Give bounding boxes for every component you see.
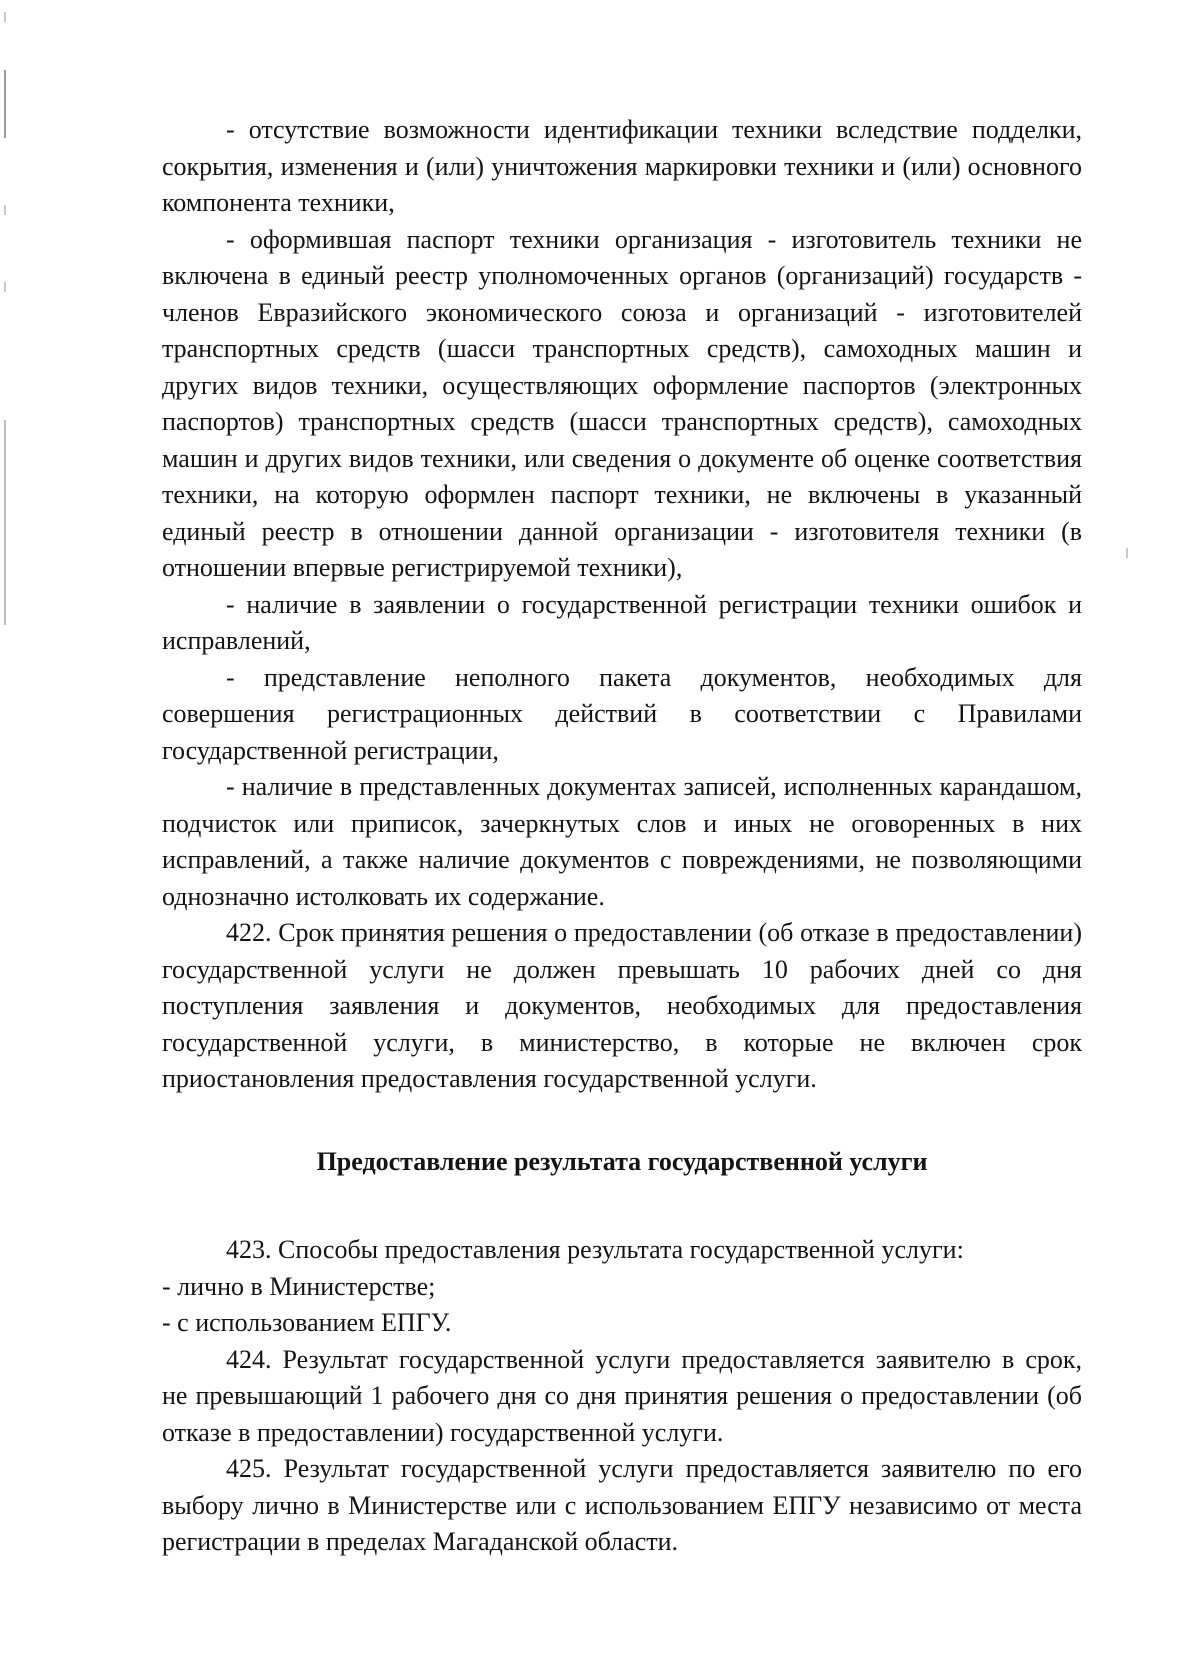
paragraph: - оформившая паспорт техники организация - изготовитель техники не включена в единый реестр уполномоченных органов (организаций) государств - членов Евразийского экономического союза и организаций - изготовителей транспортных средств (шасси транспортных средств), самоходных машин и других видов техники, осуществляющих оформление паспортов (электронных паспортов) транспортных средств (шасси транспортных средств), самоходных машин и других видов техники, или сведения о документе об оценке соответствия техники, на которую оформлен паспорт техники, не включены в указанный единый реестр в отношении данной организации - изготовителя техники (в отношении впервые регистрируемой техники), [162, 224, 1082, 582]
paragraph-423: 423. Способы предоставления результата государственной услуги: [226, 1235, 964, 1264]
paragraph-425: 425. Результат государственной услуги предоставляется заявителю по его выбору лично в Министерстве или с использованием ЕПГУ независимо от места регистрации в пределах Магаданской области. [162, 1454, 1082, 1556]
scan-artifact [4, 205, 6, 215]
list-item: - лично в Министерстве; [162, 1271, 436, 1301]
paragraph-424: 424. Результат государственной услуги предоставляется заявителю в срок, не превышающий 1 рабочего дня со дня принятия решения о предоставлении (об отказе в предоставлении) государственной услуги. [162, 1344, 1082, 1447]
scan-artifact [4, 420, 6, 625]
list-item: - с использованием ЕПГУ. [162, 1308, 452, 1337]
scan-artifact [1126, 548, 1128, 558]
paragraph-422: 422. Срок принятия решения о предоставлении (об отказе в предоставлении) государственной услуги не должен превышать 10 рабочих дней со дня поступления заявления и документов, необходимых для предоставления государственной услуги, в министерство, в которые не включен срок приостановления предоставления государственной услуги. [162, 918, 1082, 1093]
paragraph: - представление неполного пакета документов, необходимых для совершения регистрационных действий в соответствии с Правилами государственной регистрации, [162, 662, 1082, 765]
document-page [162, 112, 1082, 1561]
paragraph: - наличие в заявлении о государственной регистрации техники ошибок и исправлений, [162, 589, 1082, 655]
section-heading: Предоставление результата государственной услуги [316, 1146, 928, 1176]
scan-artifact [4, 70, 6, 138]
paragraph: - наличие в представленных документах записей, исполненных карандашом, подчисток или приписок, зачеркнутых слов и иных не оговоренных в них исправлений, а также наличие документов с повреждениями, не позволяющими однозначно истолковать их содержание. [162, 772, 1082, 911]
paragraph: - отсутствие возможности идентификации техники вследствие подделки, сокрытия, изменения и (или) уничтожения маркировки техники и (или) основного компонента техники, [162, 115, 1082, 217]
scan-artifact [4, 12, 6, 22]
scan-artifact [4, 282, 6, 292]
